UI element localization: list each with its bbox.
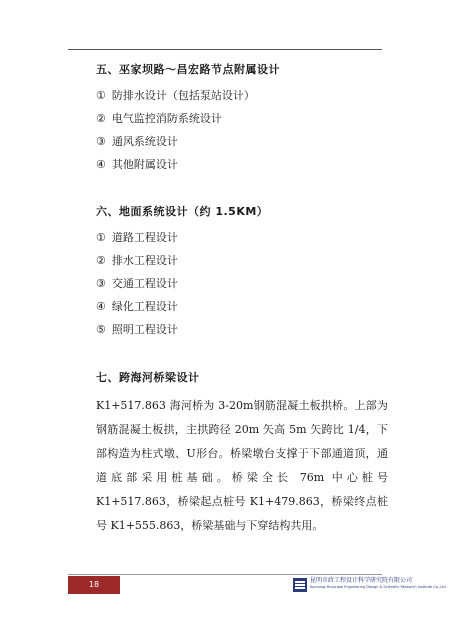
list-item: [96, 322, 268, 345]
item-text: 绿化工程设计: [111, 300, 178, 313]
item-number: ①: [96, 89, 106, 102]
page-number: 18: [68, 576, 120, 594]
institute-name: [310, 577, 447, 590]
header-rule: [68, 49, 382, 50]
item-number: ①: [96, 231, 106, 244]
item-text: 其他附属设计: [111, 158, 178, 171]
section-6-heading: 六、地面系统设计（约 1.5KM）: [96, 205, 269, 218]
item-text: 排水工程设计: [111, 254, 178, 267]
institute-name-cn: 昆明市政工程设计科学研究院有限公司: [310, 577, 413, 584]
item-number: ③: [96, 135, 106, 148]
item-text: 电气监控消防系统设计: [111, 112, 222, 125]
institute-name-en: Kunming Municipal Engineering Design & Scientific Research Institute Co.,Ltd.: [310, 585, 447, 589]
item-text: 道路工程设计: [111, 231, 178, 244]
list-item: [96, 299, 268, 322]
footer-rule: [68, 574, 382, 575]
list-item: [96, 253, 268, 276]
item-number: ④: [96, 158, 106, 171]
item-number: ③: [96, 277, 106, 290]
list-item: [96, 134, 280, 157]
list-item: [96, 111, 280, 134]
item-text: 通风系统设计: [111, 135, 178, 148]
list-item: [96, 230, 268, 253]
section-5-heading: 五、巫家坝路～昌宏路节点附属设计: [96, 63, 280, 76]
list-item: [96, 276, 268, 299]
institute-logo-icon: [293, 578, 307, 592]
item-number: ②: [96, 254, 106, 267]
item-text: 防排水设计（包括泵站设计）: [111, 89, 255, 102]
paragraph-text: K1+517.863 海河桥为 3-20m钢筋混凝土板拱桥。上部为钢筋混凝土板拱，主拱跨径 20m 矢高 5m 矢跨比 1/4，下部构造为柱式墩、U形台。桥梁墩台支撑于下部通道顶，通道底部采用桩基础。桥梁全长 76m 中心桩号 K1+517.863，桥梁起点桩号 K1+479.863，桥梁终点桩号 K1+555.863，桥梁基础与下穿结构共用。: [96, 399, 388, 532]
section-6: [96, 204, 268, 345]
item-text: 交通工程设计: [111, 277, 178, 290]
section-7: [96, 370, 200, 396]
item-number: ⑤: [96, 323, 106, 336]
section-7-heading: 七、跨海河桥梁设计: [96, 371, 200, 384]
list-item: [96, 157, 280, 180]
item-number: ②: [96, 112, 106, 125]
item-number: ④: [96, 300, 106, 313]
section-5: [96, 62, 280, 180]
list-item: [96, 88, 280, 111]
section-7-paragraph: [96, 394, 388, 538]
item-text: 照明工程设计: [111, 323, 178, 336]
